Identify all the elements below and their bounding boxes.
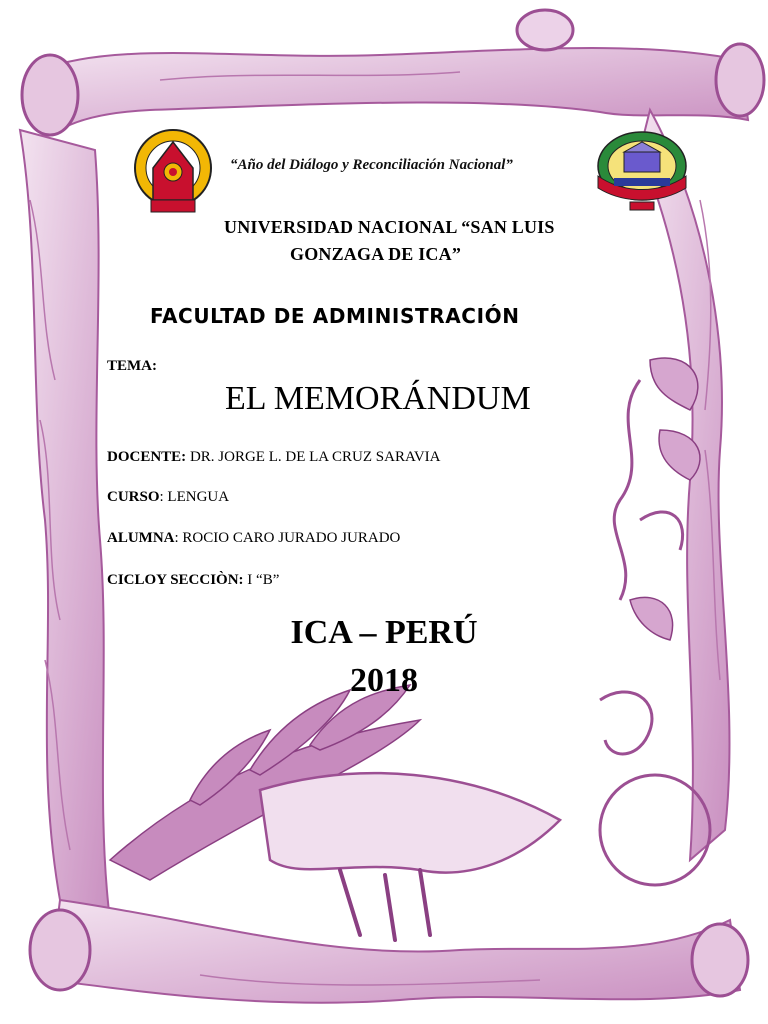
national-slogan: “Año del Diálogo y Reconciliación Nacional” bbox=[230, 157, 513, 173]
topic-title: EL MEMORÁNDUM bbox=[225, 380, 531, 417]
university-name-line2: GONZAGA DE ICA” bbox=[290, 244, 462, 264]
university-name-line1: UNIVERSIDAD NACIONAL “SAN LUIS bbox=[224, 217, 555, 237]
field-label: DOCENTE: bbox=[107, 449, 187, 465]
year: 2018 bbox=[350, 662, 418, 699]
topic-label: TEMA: bbox=[107, 358, 157, 374]
field-value: DR. JORGE L. DE LA CRUZ SARAVIA bbox=[186, 449, 441, 465]
field-label: CICLOY SECCIÒN: bbox=[107, 572, 244, 588]
field-teacher bbox=[107, 449, 441, 466]
field-value: : ROCIO CARO JURADO JURADO bbox=[174, 530, 401, 546]
field-label: CURSO bbox=[107, 489, 160, 505]
university-seal-right bbox=[594, 128, 690, 214]
university-crest-left bbox=[133, 128, 213, 218]
field-student bbox=[107, 530, 400, 547]
field-course bbox=[107, 489, 229, 506]
field-cycle-section bbox=[107, 572, 279, 589]
place: ICA – PERÚ bbox=[290, 614, 478, 651]
field-label: ALUMNA bbox=[107, 530, 175, 546]
field-value: I “B” bbox=[243, 572, 280, 588]
faculty-title: FACULTAD DE ADMINISTRACIÓN bbox=[150, 304, 520, 328]
field-value: : LENGUA bbox=[159, 489, 230, 505]
